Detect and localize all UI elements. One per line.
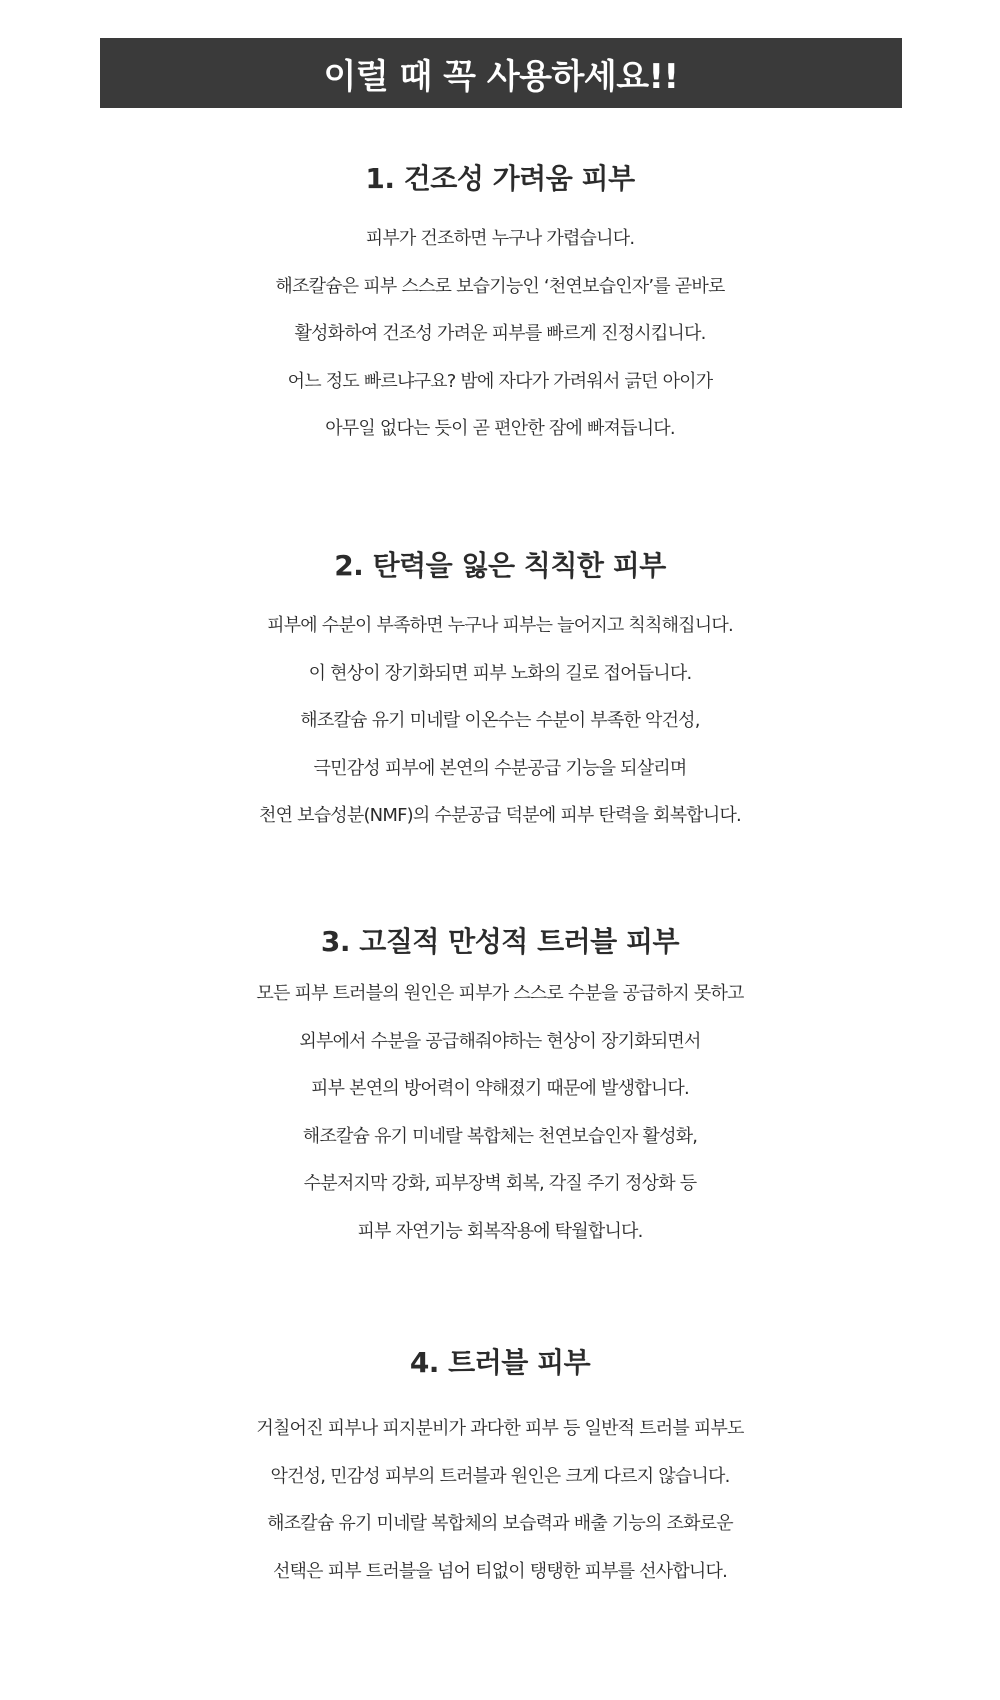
body-line: 피부 본연의 방어력이 약해졌기 때문에 발생합니다. <box>311 1078 689 1099</box>
section-trouble-skin <box>0 1343 1000 1595</box>
body-line: 해조칼슘 유기 미네랄 복합체의 보습력과 배출 기능의 조화로운 <box>267 1513 733 1534</box>
section-body <box>0 1405 1000 1595</box>
banner-title: 이럴 때 꼭 사용하세요!! <box>323 56 679 97</box>
body-line: 해조칼슘은 피부 스스로 보습기능인 ‘천연보습인자’를 곧바로 <box>275 275 725 297</box>
body-line: 피부가 건조하면 누구나 가렵습니다. <box>365 228 635 249</box>
section-body <box>0 215 1000 453</box>
body-line: 외부에서 수분을 공급해줘야하는 현상이 장기화되면서 <box>299 1030 701 1052</box>
section-body <box>0 970 1000 1255</box>
body-line: 모든 피부 트러블의 원인은 피부가 스스로 수분을 공급하지 못하고 <box>256 983 744 1004</box>
body-line: 천연 보습성분(NMF)의 수분공급 덕분에 피부 탄력을 회복합니다. <box>259 805 741 826</box>
body-line: 거칠어진 피부나 피지분비가 과다한 피부 등 일반적 트러블 피부도 <box>256 1418 744 1439</box>
body-line: 피부에 수분이 부족하면 누구나 피부는 늘어지고 칙칙해집니다. <box>267 615 733 636</box>
header-banner <box>100 38 902 108</box>
body-line: 활성화하여 건조성 가려운 피부를 빠르게 진정시킵니다. <box>294 323 706 344</box>
body-line: 수분저지막 강화, 피부장벽 회복, 각질 주기 정상화 등 <box>303 1173 697 1194</box>
body-line: 피부 자연기능 회복작용에 탁월합니다. <box>357 1220 643 1242</box>
body-line: 이 현상이 장기화되면 피부 노화의 길로 접어듭니다. <box>308 662 692 684</box>
section-dull-skin <box>0 546 1000 840</box>
body-line: 선택은 피부 트러블을 넘어 티없이 탱탱한 피부를 선사합니다. <box>272 1560 728 1582</box>
body-line: 해조칼슘 유기 미네랄 이온수는 수분이 부족한 악건성, <box>300 710 700 731</box>
section-chronic-trouble-skin <box>0 922 1000 1255</box>
body-line: 어느 정도 빠르냐구요? 밤에 자다가 가려워서 긁던 아이가 <box>287 370 713 392</box>
section-dry-itchy-skin <box>0 159 1000 453</box>
section-body <box>0 602 1000 840</box>
body-line: 극민감성 피부에 본연의 수분공급 기능을 되살리며 <box>313 757 687 779</box>
section-title: 3. 고질적 만성적 트러블 피부 <box>320 925 680 958</box>
body-line: 아무일 없다는 듯이 곧 편안한 잠에 빠져듭니다. <box>325 418 675 439</box>
section-title: 4. 트러블 피부 <box>409 1346 591 1379</box>
section-title: 1. 건조성 가려움 피부 <box>365 162 635 195</box>
body-line: 해조칼슘 유기 미네랄 복합체는 천연보습인자 활성화, <box>302 1125 698 1147</box>
section-title: 2. 탄력을 잃은 칙칙한 피부 <box>334 549 666 582</box>
body-line: 악건성, 민감성 피부의 트러블과 원인은 크게 다르지 않습니다. <box>270 1465 730 1487</box>
